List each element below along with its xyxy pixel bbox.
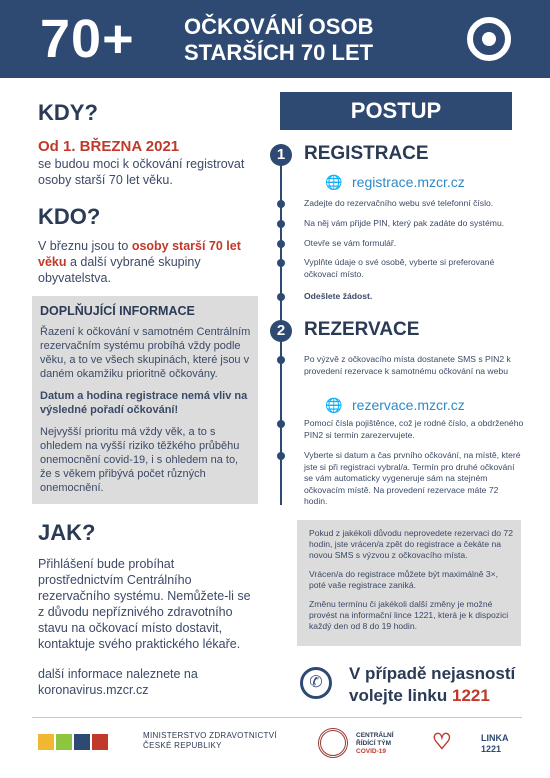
crt-line3: COVID-19 xyxy=(356,748,386,755)
kdo-highlight: osoby starší 70 let věku xyxy=(38,239,241,269)
ministry-line1: MINISTERSTVO ZDRAVOTNICTVÍ xyxy=(143,731,277,740)
info-p1: Řazení k očkování v samotném Centrálním rezervačním systému probíhá vždy podle věku, a to ve všech skupinách, které jsou v daném okamžiku prioritně očkovány. xyxy=(40,326,251,380)
linka-logo xyxy=(432,729,452,755)
timeline-dot xyxy=(277,259,285,267)
hotline-line2 xyxy=(349,686,490,706)
step2-number: 2 xyxy=(270,320,292,342)
header-title-line1: OČKOVÁNÍ OSOB xyxy=(184,14,374,39)
step2-title: REZERVACE xyxy=(304,319,420,340)
jak-section xyxy=(38,520,258,698)
timeline-dot xyxy=(277,220,285,228)
hotline-number[interactable]: 1221 xyxy=(451,686,490,705)
ministry-logo-icon xyxy=(38,734,130,750)
timeline-dot xyxy=(277,200,285,208)
info-p2: Datum a hodina registrace nemá vliv na výsledné pořadí očkování! xyxy=(40,390,248,416)
hotline-line1: V případě nejasností xyxy=(349,664,516,683)
step1-item-5: Odešlete žádost. xyxy=(304,291,373,301)
crt-name xyxy=(356,732,394,756)
step2-item-1: Po výzvě z očkovacího místa dostanete SMS s PIN2 k provedení rezervace k samotnému očkování na webu xyxy=(304,354,511,376)
kdo-heading: KDO? xyxy=(38,204,101,229)
globe-icon: 🌐 xyxy=(325,174,343,190)
kdy-date: Od 1. BŘEZNA 2021 xyxy=(38,138,180,155)
step1-item-3: Otevře se vám formulář. xyxy=(304,238,397,248)
jak-text: Přihlášení bude probíhat prostřednictvím Centrálního rezervačního systému. Nemůžete-li se z důvodu nepříznivého zdravotního stavu na očkovací místo dostavit, kontaktuje svého praktického lékaře. xyxy=(38,557,251,651)
header-title-line2: STARŠÍCH 70 LET xyxy=(184,40,374,65)
registrace-link[interactable]: registrace.mzcr.cz xyxy=(352,174,465,190)
step2-item-3: Vyberte si datum a čas prvního očkování, na místě, které jste si při registraci vybral/a. Termín pro druhé očkování se vám automaticky vygeneruje sám na stejném očkovacím místě. Na provedení rezervace máte 72 hodin. xyxy=(304,450,521,506)
crt-line1: CENTRÁLNÍ xyxy=(356,732,394,739)
kdo-text-before: V březnu jsou to xyxy=(38,239,132,253)
header-age: 70+ xyxy=(40,9,135,69)
crt-emblem-icon xyxy=(318,728,348,758)
step1-title: REGISTRACE xyxy=(304,143,429,164)
info-p3: Nejvyšší prioritu má vždy věk, a to s ohledem na vyšší riziko těžkého průběhu onemocnění covid-19, i s ohledem na to, že s věkem přibývá počet různých onemocnění. xyxy=(40,426,240,494)
timeline-dot xyxy=(277,452,285,460)
header-title xyxy=(184,14,373,66)
jak-more: další informace naleznete na xyxy=(38,667,198,681)
postup-heading: POSTUP xyxy=(280,92,512,130)
timeline-dot xyxy=(277,240,285,248)
linka-text xyxy=(481,733,509,755)
step1-item-2: Na něj vám přijde PIN, který pak zadáte do systému. xyxy=(304,218,505,228)
step1-item-1: Zadejte do rezervačního webu své telefonní číslo. xyxy=(304,198,494,208)
jak-link[interactable]: koronavirus.mzcr.cz xyxy=(38,683,149,697)
timeline-dot xyxy=(277,293,285,301)
jak-heading: JAK? xyxy=(38,520,96,545)
info-heading: DOPLŇUJÍCÍ INFORMACE xyxy=(40,304,195,318)
left-column xyxy=(38,100,258,286)
header-banner xyxy=(0,0,550,78)
step1-number: 1 xyxy=(270,144,292,166)
phone-icon: ✆ xyxy=(300,667,332,699)
target-circle-icon xyxy=(467,17,511,61)
note-box xyxy=(297,520,521,646)
info-box xyxy=(32,296,258,504)
rezervace-link[interactable]: rezervace.mzcr.cz xyxy=(352,397,465,413)
crt-line2: ŘÍDÍCÍ TÝM xyxy=(356,740,392,747)
ministry-name xyxy=(143,731,277,751)
footer-divider xyxy=(32,717,522,718)
note-p1: Pokud z jakékoli důvodu neprovedete rezervaci do 72 hodin, jste vrácen/a zpět do registrace a čekáte na novou SMS s výzvou z očkovacího místa. xyxy=(309,528,513,560)
timeline-dot xyxy=(277,420,285,428)
ministry-line2: ČESKÉ REPUBLIKY xyxy=(143,741,222,750)
step2-item-2: Pomocí čísla pojištěnce, což je rodné číslo, a obdrženého PIN2 si termín zarezervujete. xyxy=(304,418,524,440)
globe-icon: 🌐 xyxy=(325,397,343,413)
kdy-text: se budou moci k očkování registrovat osoby starší 70 let věku. xyxy=(38,157,245,187)
heart-icon: ♡ xyxy=(432,729,452,754)
note-p2: Vrácen/a do registrace můžete být maximálně 3×, poté vaše registrace zaniká. xyxy=(309,569,499,590)
hotline-prefix: volejte linku xyxy=(349,686,452,705)
linka-line2: 1221 xyxy=(481,744,502,754)
kdo-text xyxy=(38,238,258,286)
note-p3: Změnu termínu či jakékoli další změny je možné provést na informační lince 1221, která je k dispozici každý den od 8 do 19 hodin. xyxy=(309,599,509,631)
kdy-heading: KDY? xyxy=(38,100,98,125)
linka-line1: LINKA xyxy=(481,733,509,743)
step1-item-4: Vyplňte údaje o své osobě, vyberte si preferované očkovací místo. xyxy=(304,257,495,279)
kdo-text-after: a další vybrané skupiny obyvatelstva. xyxy=(38,255,201,285)
timeline-dot xyxy=(277,356,285,364)
